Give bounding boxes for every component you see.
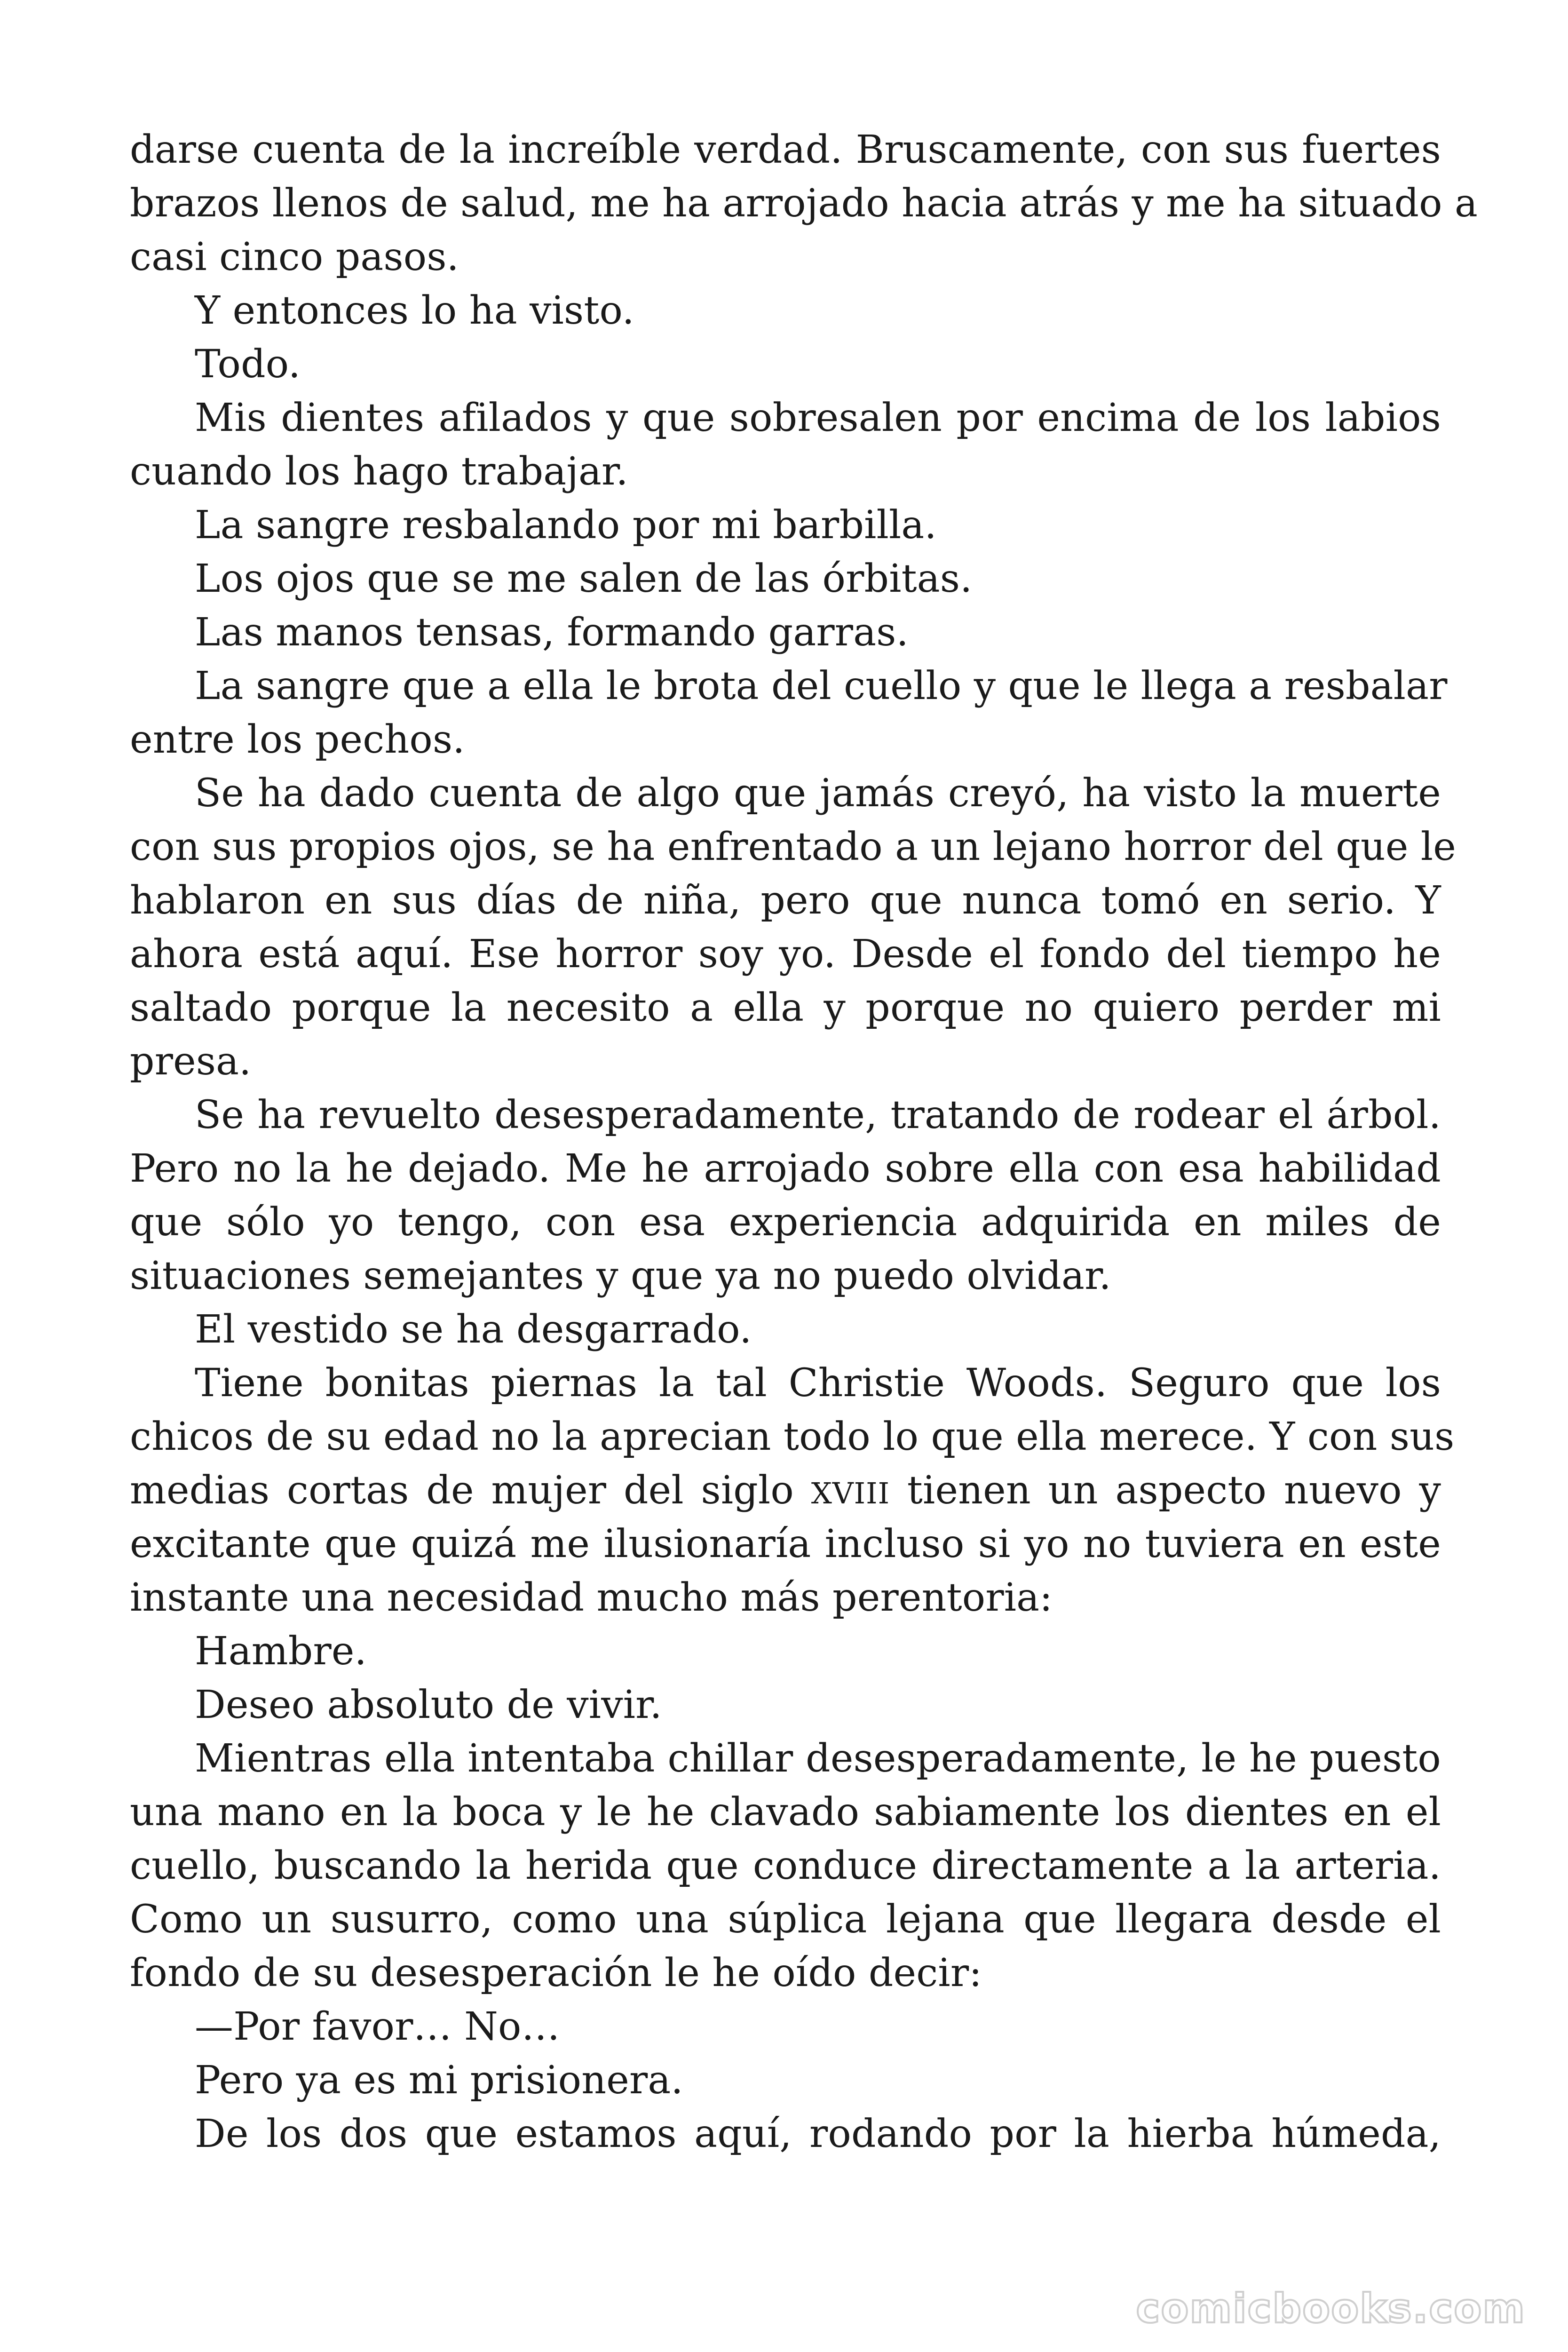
text-line: entre los pechos. [130,717,465,762]
text-line: La sangre que a ella le brota del cuello y que le llega a resbalar [195,664,1448,708]
text-line: saltado porque la necesito a ella y porque no quiero perder mi [130,985,1441,1030]
text-line: La sangre resbalando por mi barbilla. [195,503,937,548]
text-line: brazos llenos de salud, me ha arrojado hacia atrás y me ha situado a [130,181,1478,226]
text-line: presa. [130,1039,252,1084]
text-line: —Por favor… No… [195,2004,560,2049]
text-line-segment: medias cortas de mujer del siglo [130,1468,811,1513]
text-line: Se ha revuelto desesperadamente, tratando de rodear el árbol. [195,1093,1441,1137]
page-body-text [130,123,1478,2161]
text-line: ahora está aquí. Ese horror soy yo. Desde el fondo del tiempo he [130,932,1441,977]
text-line: De los dos que estamos aquí, rodando por la hierba húmeda, [195,2112,1441,2156]
text-line: Pero no la he dejado. Me he arrojado sobre ella con esa habilidad [130,1146,1441,1191]
text-line: Tiene bonitas piernas la tal Christie Woods. Seguro que los [195,1361,1441,1406]
text-line: Deseo absoluto de vivir. [195,1683,662,1727]
text-line: excitante que quizá me ilusionaría incluso si yo no tuviera en este [130,1522,1441,1566]
text-line: darse cuenta de la increíble verdad. Bruscamente, con sus fuertes [130,127,1441,172]
text-line: fondo de su desesperación le he oído decir: [130,1951,982,1995]
text-line: que sólo yo tengo, con esa experiencia adquirida en miles de [130,1200,1441,1245]
text-line: Se ha dado cuenta de algo que jamás creyó, ha visto la muerte [195,771,1441,816]
watermark: comicbooks.com [1136,2285,1526,2332]
text-line: Todo. [195,342,301,387]
text-line: El vestido se ha desgarrado. [195,1307,752,1352]
text-line: chicos de su edad no la aprecian todo lo que ella merece. Y con sus [130,1414,1455,1459]
text-line: Mis dientes afilados y que sobresalen por encima de los labios [195,396,1441,440]
text-line: con sus propios ojos, se ha enfrentado a un lejano horror del que le [130,825,1457,869]
text-line: Y entonces lo ha visto. [195,288,634,333]
text-line: Las manos tensas, formando garras. [195,610,909,655]
text-line [130,1464,1441,1518]
text-line: hablaron en sus días de niña, pero que nunca tomó en serio. Y [130,878,1441,923]
text-line: cuello, buscando la herida que conduce directamente a la arteria. [130,1843,1441,1888]
roman-numeral: XVIII [811,1476,890,1510]
text-line: situaciones semejantes y que ya no puedo olvidar. [130,1254,1111,1298]
text-line: una mano en la boca y le he clavado sabiamente los dientes en el [130,1790,1441,1835]
text-line: Mientras ella intentaba chillar desesperadamente, le he puesto [195,1736,1441,1781]
text-line: Como un susurro, como una súplica lejana que llegara desde el [130,1897,1441,1942]
text-line: Pero ya es mi prisionera. [195,2058,683,2103]
text-line: casi cinco pasos. [130,235,459,279]
text-line: Los ojos que se me salen de las órbitas. [195,556,973,601]
text-line: Hambre. [195,1629,367,1674]
text-line-segment: tienen un aspecto nuevo y [890,1468,1441,1513]
text-line: cuando los hago trabajar. [130,449,628,494]
text-line: instante una necesidad mucho más perentoria: [130,1575,1053,1620]
